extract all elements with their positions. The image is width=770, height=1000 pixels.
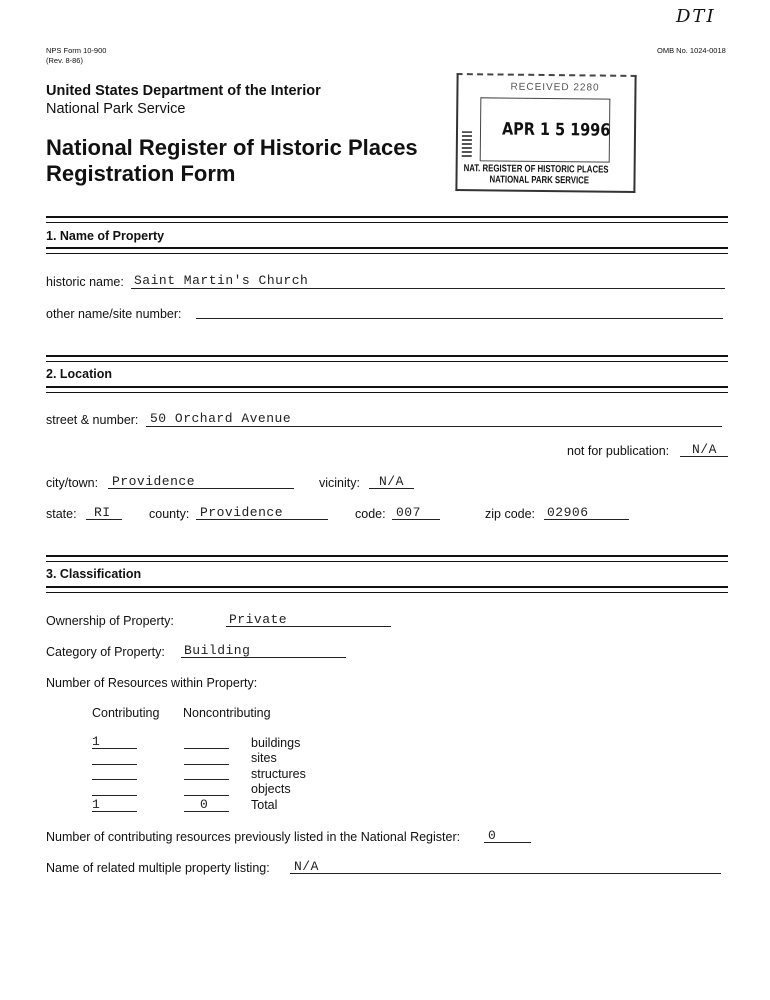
resource-type-label: structures bbox=[251, 767, 306, 781]
historic-name-value: Saint Martin's Church bbox=[134, 273, 309, 288]
street-line bbox=[146, 426, 722, 427]
zip-value: 02906 bbox=[547, 505, 589, 520]
stamp-line1: NAT. REGISTER OF HISTORIC PLACES bbox=[463, 163, 609, 176]
contributing-line bbox=[92, 811, 137, 812]
section-1-heading: 1. Name of Property bbox=[46, 229, 165, 243]
historic-name-label: historic name: bbox=[46, 275, 124, 289]
other-name-label: other name/site number: bbox=[46, 307, 182, 321]
county-value: Providence bbox=[200, 505, 284, 520]
code-label: code: bbox=[355, 507, 386, 521]
ownership-label: Ownership of Property: bbox=[46, 614, 174, 628]
agency-name: National Park Service bbox=[46, 101, 186, 117]
previously-listed-value: 0 bbox=[488, 828, 497, 843]
not-for-publication-value: N/A bbox=[692, 442, 717, 457]
section-3-heading: 3. Classification bbox=[46, 567, 142, 581]
stamp-date: APR 1 5 1996 bbox=[501, 119, 611, 141]
resource-type-label: buildings bbox=[251, 736, 301, 750]
state-label: state: bbox=[46, 507, 77, 521]
resource-type-label: objects bbox=[251, 782, 291, 796]
omb-number: OMB No. 1024-0018 bbox=[657, 46, 726, 55]
contributing-column-header: Contributing bbox=[92, 706, 160, 720]
not-for-publication-line bbox=[680, 456, 728, 457]
multiple-listing-line bbox=[290, 873, 721, 874]
contributing-line bbox=[92, 795, 137, 796]
form-number: NPS Form 10-900 bbox=[46, 46, 107, 55]
contributing-line bbox=[92, 764, 137, 765]
other-name-line bbox=[196, 318, 723, 319]
ownership-value: Private bbox=[229, 612, 288, 627]
noncontributing-column-header: Noncontributing bbox=[183, 706, 271, 720]
noncontributing-line bbox=[184, 795, 229, 796]
noncontributing-line bbox=[184, 748, 229, 749]
city-line bbox=[108, 488, 294, 489]
noncontributing-line bbox=[184, 779, 229, 780]
code-line bbox=[392, 519, 440, 520]
city-label: city/town: bbox=[46, 476, 99, 490]
page-title: National Register of Historic Places bbox=[46, 135, 418, 160]
category-value: Building bbox=[184, 643, 251, 658]
vicinity-label: vicinity: bbox=[319, 476, 360, 490]
ownership-line bbox=[226, 626, 391, 627]
contributing-count: 1 bbox=[92, 734, 101, 749]
category-line bbox=[181, 657, 346, 658]
historic-name-line bbox=[131, 288, 725, 289]
section-divider bbox=[46, 216, 728, 223]
page-subtitle: Registration Form bbox=[46, 161, 236, 186]
stamp-line2: NATIONAL PARK SERVICE bbox=[489, 174, 590, 187]
department-name: United States Department of the Interior bbox=[46, 83, 321, 99]
handwritten-mark: DTI bbox=[676, 6, 716, 27]
county-line bbox=[196, 519, 328, 520]
previously-listed-line bbox=[484, 842, 531, 843]
zip-line bbox=[544, 519, 629, 520]
street-value: 50 Orchard Avenue bbox=[150, 411, 292, 426]
resources-label: Number of Resources within Property: bbox=[46, 676, 258, 690]
section-divider bbox=[46, 247, 728, 254]
vicinity-value: N/A bbox=[379, 474, 404, 489]
section-divider bbox=[46, 355, 728, 362]
received-stamp bbox=[455, 73, 636, 193]
resource-type-label: sites bbox=[251, 751, 277, 765]
section-divider bbox=[46, 586, 728, 593]
noncontributing-count: 0 bbox=[200, 797, 209, 812]
section-2-heading: 2. Location bbox=[46, 367, 112, 381]
contributing-count: 1 bbox=[92, 797, 101, 812]
contributing-line bbox=[92, 779, 137, 780]
section-divider bbox=[46, 386, 728, 393]
category-label: Category of Property: bbox=[46, 645, 165, 659]
noncontributing-line bbox=[184, 811, 229, 812]
city-value: Providence bbox=[112, 474, 196, 489]
section-divider bbox=[46, 555, 728, 562]
multiple-listing-label: Name of related multiple property listing: bbox=[46, 861, 270, 875]
county-label: county: bbox=[149, 507, 190, 521]
stamp-mark-icon bbox=[462, 131, 472, 157]
resource-type-label: Total bbox=[251, 798, 278, 812]
state-value: RI bbox=[94, 505, 111, 520]
code-value: 007 bbox=[396, 505, 421, 520]
stamp-received-text: RECEIVED 2280 bbox=[510, 81, 600, 94]
state-line bbox=[86, 519, 122, 520]
previously-listed-label: Number of contributing resources previously listed in the National Register: bbox=[46, 830, 461, 844]
not-for-publication-label: not for publication: bbox=[567, 444, 670, 458]
noncontributing-line bbox=[184, 764, 229, 765]
multiple-listing-value: N/A bbox=[294, 859, 319, 874]
contributing-line bbox=[92, 748, 137, 749]
vicinity-line bbox=[369, 488, 414, 489]
zip-label: zip code: bbox=[485, 507, 536, 521]
form-revision: (Rev. 8-86) bbox=[46, 56, 83, 65]
street-label: street & number: bbox=[46, 413, 139, 427]
